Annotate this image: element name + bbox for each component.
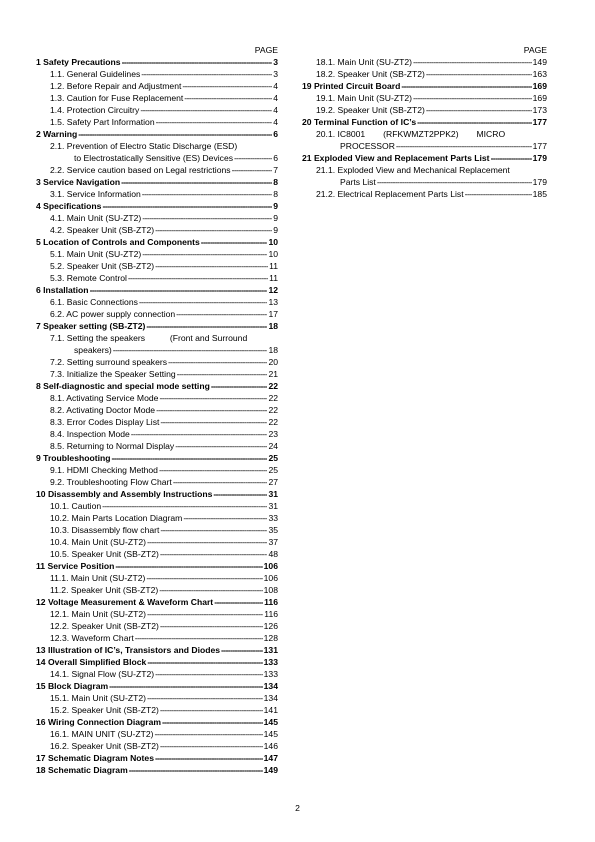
toc-entry-title: 16.1. MAIN UNIT (SU-ZT2) (50, 729, 154, 739)
toc-entry-page: 33 (268, 513, 278, 523)
toc-entry[interactable] (302, 152, 547, 164)
toc-entry[interactable] (36, 272, 278, 284)
toc-entry[interactable] (302, 128, 547, 140)
page-column-header: PAGE (254, 45, 278, 55)
toc-entry-page: 3 (273, 69, 278, 79)
toc-list (36, 56, 278, 776)
toc-entry-page: 177 (532, 141, 547, 151)
toc-leader-dots (417, 116, 532, 128)
toc-leader-dots (140, 104, 272, 116)
toc-entry-page: 106 (263, 573, 278, 583)
toc-entry[interactable] (36, 344, 278, 356)
toc-entry-title: 4.2. Speaker Unit (SB-ZT2) (50, 225, 155, 235)
toc-leader-dots (175, 440, 267, 452)
toc-leader-dots (182, 80, 272, 92)
toc-entry[interactable] (36, 596, 278, 608)
toc-leader-dots (146, 572, 262, 584)
toc-entry[interactable] (36, 464, 278, 476)
toc-leader-dots (160, 704, 263, 716)
page-number: 2 (295, 803, 300, 813)
toc-entry[interactable] (36, 476, 278, 488)
toc-entry-page: 185 (532, 189, 547, 199)
toc-entry-title: 7 Speaker setting (SB-ZT2) (36, 321, 146, 331)
toc-entry-title: Parts List (340, 177, 376, 187)
toc-entry[interactable] (36, 764, 278, 776)
toc-entry-title: 14.1. Signal Flow (SU-ZT2) (50, 669, 155, 679)
toc-leader-dots (184, 92, 272, 104)
toc-entry-page: 8 (273, 189, 278, 199)
toc-entry-page: 31 (268, 501, 278, 511)
toc-leader-dots (156, 404, 267, 416)
toc-leader-dots (102, 200, 272, 212)
toc-leader-dots (426, 104, 532, 116)
toc-entry[interactable] (36, 560, 278, 572)
toc-entry-title: 12.3. Waveform Chart (50, 633, 134, 643)
toc-entry-page: 27 (268, 477, 278, 487)
toc-entry[interactable] (36, 56, 278, 68)
toc-entry[interactable] (36, 164, 278, 176)
toc-leader-dots (156, 116, 273, 128)
toc-entry-title: 10.4. Main Unit (SU-ZT2) (50, 537, 146, 547)
toc-leader-dots (128, 272, 268, 284)
toc-entry-title: 10 Disassembly and Assembly Instructions (36, 489, 213, 499)
toc-column-right (302, 44, 547, 200)
toc-entry-title: 8.5. Returning to Normal Display (50, 441, 175, 451)
toc-entry-title: 10.2. Main Parts Location Diagram (50, 513, 183, 523)
toc-entry-title: 20 Terminal Function of IC’s (302, 117, 417, 127)
toc-leader-dots (377, 176, 532, 188)
toc-leader-dots (147, 536, 267, 548)
toc-entry[interactable] (36, 656, 278, 668)
toc-entry-page: 133 (263, 657, 278, 667)
toc-entry[interactable] (36, 224, 278, 236)
toc-entry-title: 1.3. Caution for Fuse Replacement (50, 93, 184, 103)
toc-entry-title: 5 Location of Controls and Components (36, 237, 200, 247)
toc-entry-page: 9 (273, 225, 278, 235)
toc-leader-dots (214, 596, 263, 608)
toc-entry[interactable] (36, 104, 278, 116)
toc-entry-title: 6.1. Basic Connections (50, 297, 138, 307)
toc-entry[interactable] (36, 692, 278, 704)
toc-entry[interactable] (36, 392, 278, 404)
toc-entry-title: 9 Troubleshooting (36, 453, 111, 463)
toc-leader-dots (155, 260, 268, 272)
toc-leader-dots (129, 764, 263, 776)
toc-entry-page: 9 (273, 201, 278, 211)
toc-entry-title: 7.3. Initialize the Speaker Setting (50, 369, 176, 379)
toc-entry-title: 13 Illustration of IC’s, Transistors and Diodes (36, 645, 221, 655)
toc-entry[interactable] (36, 740, 278, 752)
toc-entry-title: 15 Block Diagram (36, 681, 109, 691)
toc-entry-title: 7.1. Setting the speakers (Front and Surround (50, 333, 248, 343)
toc-entry-page: 9 (273, 213, 278, 223)
toc-leader-dots (183, 512, 267, 524)
toc-entry-title: 12.1. Main Unit (SU-ZT2) (50, 609, 146, 619)
toc-entry[interactable] (36, 728, 278, 740)
toc-entry-title: 8 Self-diagnostic and special mode setting (36, 381, 210, 391)
toc-leader-dots (213, 488, 267, 500)
toc-leader-dots (121, 176, 272, 188)
toc-entry[interactable] (36, 440, 278, 452)
toc-leader-dots (155, 752, 263, 764)
toc-leader-dots (155, 224, 272, 236)
toc-entry-page: 4 (273, 93, 278, 103)
toc-leader-dots (113, 344, 268, 356)
toc-entry-page: 23 (268, 429, 278, 439)
toc-entry-page: 179 (532, 153, 547, 163)
toc-leader-dots (176, 308, 267, 320)
toc-leader-dots (159, 392, 267, 404)
toc-entry[interactable] (36, 188, 278, 200)
toc-entry-title: 12.2. Speaker Unit (SB-ZT2) (50, 621, 159, 631)
toc-leader-dots (78, 128, 272, 140)
toc-entry[interactable] (36, 92, 278, 104)
toc-entry[interactable] (302, 164, 547, 176)
toc-leader-dots (211, 380, 268, 392)
toc-entry-title: 19 Printed Circuit Board (302, 81, 401, 91)
toc-entry[interactable] (36, 452, 278, 464)
toc-entry-page: 4 (273, 117, 278, 127)
toc-entry-page: 134 (263, 693, 278, 703)
toc-entry[interactable] (36, 584, 278, 596)
toc-entry-title: 4 Specifications (36, 201, 102, 211)
toc-column-left (36, 44, 278, 776)
toc-entry-page: 31 (268, 489, 278, 499)
toc-leader-dots (131, 428, 268, 440)
toc-entry-title: 9.2. Troubleshooting Flow Chart (50, 477, 172, 487)
toc-entry[interactable] (36, 200, 278, 212)
toc-entry-title: 3.1. Service Information (50, 189, 141, 199)
toc-entry-title: 21.1. Exploded View and Mechanical Replacement (316, 165, 510, 175)
toc-leader-dots (413, 92, 532, 104)
toc-entry-title: 1.5. Safety Part Information (50, 117, 155, 127)
toc-leader-dots (102, 500, 267, 512)
toc-entry[interactable] (36, 320, 278, 332)
toc-entry-page: 22 (268, 381, 278, 391)
toc-leader-dots (146, 320, 267, 332)
toc-entry-page: 6 (273, 129, 278, 139)
toc-entry-title: 11 Service Position (36, 561, 115, 571)
toc-entry[interactable] (36, 140, 278, 152)
toc-entry-title: 16 Wiring Connection Diagram (36, 717, 162, 727)
toc-entry-page: 12 (268, 285, 278, 295)
toc-entry-page: 116 (264, 609, 278, 619)
toc-entry[interactable] (36, 572, 278, 584)
toc-leader-dots (234, 152, 272, 164)
toc-entry-title: 14 Overall Simplified Block (36, 657, 147, 667)
toc-entry-title: 8.3. Error Codes Display List (50, 417, 160, 427)
toc-entry-page: 13 (268, 297, 278, 307)
toc-entry-page: 173 (532, 105, 547, 115)
toc-entry[interactable] (302, 188, 547, 200)
toc-entry-title: 5.2. Speaker Unit (SB-ZT2) (50, 261, 155, 271)
toc-entry-title: 12 Voltage Measurement & Waveform Chart (36, 597, 214, 607)
toc-entry-page: 6 (273, 153, 278, 163)
toc-leader-dots (232, 164, 273, 176)
toc-leader-dots (413, 56, 532, 68)
toc-leader-dots (142, 248, 267, 260)
toc-entry-title: 10.3. Disassembly flow chart (50, 525, 160, 535)
toc-leader-dots (109, 680, 263, 692)
toc-entry-title: 3 Service Navigation (36, 177, 121, 187)
toc-entry-title: 18.1. Main Unit (SU-ZT2) (316, 57, 412, 67)
toc-entry-page: 24 (268, 441, 278, 451)
toc-entry-title: 18.2. Speaker Unit (SB-ZT2) (316, 69, 425, 79)
toc-entry-page: 48 (268, 549, 278, 559)
toc-leader-dots (426, 68, 532, 80)
toc-entry[interactable] (36, 212, 278, 224)
toc-entry-title: 8.4. Inspection Mode (50, 429, 130, 439)
toc-entry-title: 7.2. Setting surround speakers (50, 357, 168, 367)
toc-entry[interactable] (36, 524, 278, 536)
toc-entry-page: 108 (263, 585, 278, 595)
toc-entry-title: 15.1. Main Unit (SU-ZT2) (50, 693, 146, 703)
toc-entry[interactable] (36, 80, 278, 92)
toc-entry[interactable] (302, 104, 547, 116)
toc-entry-title: 20.1. IC8001 (RFKWMZT2PPK2) MICRO (316, 129, 506, 139)
toc-entry-page: 134 (263, 681, 278, 691)
toc-entry-title: 8.1. Activating Service Mode (50, 393, 159, 403)
toc-entry[interactable] (36, 68, 278, 80)
toc-entry-page: 7 (273, 165, 278, 175)
toc-entry[interactable] (302, 56, 547, 68)
toc-entry-page: 22 (268, 405, 278, 415)
toc-leader-dots (160, 524, 267, 536)
toc-leader-dots (90, 284, 268, 296)
toc-entry[interactable] (36, 548, 278, 560)
toc-entry-title: 11.2. Speaker Unit (SB-ZT2) (50, 585, 159, 595)
toc-entry-title: 5.1. Main Unit (SU-ZT2) (50, 249, 142, 259)
toc-entry-page: 22 (268, 417, 278, 427)
toc-entry-page: 126 (263, 621, 278, 631)
toc-entry-page: 147 (263, 753, 278, 763)
toc-entry-page: 116 (264, 597, 278, 607)
toc-entry[interactable] (36, 356, 278, 368)
toc-entry-title: 16.2. Speaker Unit (SB-ZT2) (50, 741, 159, 751)
toc-leader-dots (168, 356, 267, 368)
toc-entry[interactable] (36, 428, 278, 440)
toc-entry-title: 2.2. Service caution based on Legal restrictions (50, 165, 231, 175)
toc-entry-title: 2 Warning (36, 129, 78, 139)
toc-leader-dots (142, 212, 272, 224)
toc-leader-dots (141, 68, 272, 80)
toc-entry[interactable] (36, 116, 278, 128)
toc-entry[interactable] (36, 308, 278, 320)
toc-entry-title: to Electrostatically Sensitive (ES) Devices (74, 153, 234, 163)
toc-entry-page: 4 (273, 105, 278, 115)
toc-leader-dots (160, 548, 268, 560)
toc-entry-page: 145 (263, 717, 278, 727)
toc-leader-dots (122, 56, 273, 68)
toc-leader-dots (142, 188, 272, 200)
toc-entry-page: 149 (263, 765, 278, 775)
toc-leader-dots (465, 188, 532, 200)
toc-leader-dots (201, 236, 268, 248)
toc-entry[interactable] (36, 680, 278, 692)
toc-entry-page: 146 (263, 741, 278, 751)
toc-entry-title: 19.1. Main Unit (SU-ZT2) (316, 93, 412, 103)
toc-entry-title: 1 Safety Precautions (36, 57, 121, 67)
toc-entry-page: 4 (273, 81, 278, 91)
toc-leader-dots (147, 656, 262, 668)
toc-entry-page: 10 (268, 249, 278, 259)
toc-entry[interactable] (302, 140, 547, 152)
toc-leader-dots (160, 620, 263, 632)
toc-leader-dots (159, 464, 267, 476)
toc-entry[interactable] (36, 644, 278, 656)
toc-entry[interactable] (302, 176, 547, 188)
toc-entry-title: 10.1. Caution (50, 501, 102, 511)
toc-entry-title: 21 Exploded View and Replacement Parts List (302, 153, 490, 163)
toc-entry-page: 169 (532, 93, 547, 103)
toc-entry-title: 1.4. Protection Circuitry (50, 105, 140, 115)
toc-leader-dots (401, 80, 531, 92)
toc-entry[interactable] (36, 404, 278, 416)
toc-entry[interactable] (36, 704, 278, 716)
toc-entry[interactable] (36, 236, 278, 248)
toc-entry[interactable] (36, 128, 278, 140)
toc-entry[interactable] (36, 620, 278, 632)
toc-leader-dots (160, 416, 267, 428)
toc-leader-dots (115, 560, 262, 572)
toc-entry-page: 25 (268, 453, 278, 463)
toc-entry[interactable] (36, 284, 278, 296)
toc-entry[interactable] (36, 668, 278, 680)
toc-entry[interactable] (302, 116, 547, 128)
toc-entry[interactable] (36, 176, 278, 188)
toc-entry-title: 6 Installation (36, 285, 89, 295)
toc-entry-title: 8.2. Activating Doctor Mode (50, 405, 156, 415)
toc-entry-page: 18 (268, 321, 278, 331)
toc-entry-page: 163 (532, 69, 547, 79)
toc-entry-page: 145 (263, 729, 278, 739)
toc-entry-page: 131 (263, 645, 278, 655)
toc-entry-title: 18 Schematic Diagram (36, 765, 128, 775)
toc-leader-dots (159, 584, 262, 596)
toc-entry-title: 19.2. Speaker Unit (SB-ZT2) (316, 105, 425, 115)
toc-entry-page: 149 (532, 57, 547, 67)
toc-entry[interactable] (302, 92, 547, 104)
toc-entry-title: 15.2. Speaker Unit (SB-ZT2) (50, 705, 159, 715)
toc-entry-page: 17 (268, 309, 278, 319)
toc-entry[interactable] (36, 260, 278, 272)
toc-entry[interactable] (36, 368, 278, 380)
toc-entry[interactable] (36, 716, 278, 728)
toc-entry-page: 35 (268, 525, 278, 535)
toc-leader-dots (147, 692, 263, 704)
toc-entry-page: 21 (268, 369, 278, 379)
toc-entry-title: 21.2. Electrical Replacement Parts List (316, 189, 464, 199)
toc-entry[interactable] (36, 416, 278, 428)
toc-entry-title: 17 Schematic Diagram Notes (36, 753, 154, 763)
toc-entry-title: 11.1. Main Unit (SU-ZT2) (50, 573, 146, 583)
toc-entry[interactable] (302, 80, 547, 92)
toc-leader-dots (147, 608, 263, 620)
toc-entry-title: 9.1. HDMI Checking Method (50, 465, 158, 475)
toc-leader-dots (139, 296, 268, 308)
toc-entry-page: 3 (273, 57, 278, 67)
toc-entry-page: 10 (268, 237, 278, 247)
toc-leader-dots (491, 152, 532, 164)
toc-entry[interactable] (36, 380, 278, 392)
toc-entry-page: 20 (268, 357, 278, 367)
toc-entry[interactable] (36, 488, 278, 500)
page-column-header: PAGE (523, 45, 547, 55)
toc-entry-page: 11 (269, 273, 278, 283)
toc-entry-page: 133 (263, 669, 278, 679)
toc-entry-title: 6.2. AC power supply connection (50, 309, 176, 319)
toc-entry-page: 8 (273, 177, 278, 187)
toc-entry-page: 128 (263, 633, 278, 643)
toc-entry-title: PROCESSOR (340, 141, 395, 151)
toc-entry-title: 4.1. Main Unit (SU-ZT2) (50, 213, 142, 223)
toc-entry-page: 25 (268, 465, 278, 475)
toc-entry[interactable] (36, 512, 278, 524)
toc-entry-page: 18 (268, 345, 278, 355)
toc-leader-dots (154, 728, 262, 740)
toc-entry[interactable] (36, 296, 278, 308)
toc-leader-dots (173, 476, 268, 488)
toc-list (302, 56, 547, 200)
toc-entry[interactable] (36, 608, 278, 620)
toc-entry-title: 1.1. General Guidelines (50, 69, 141, 79)
toc-entry[interactable] (36, 248, 278, 260)
toc-entry-title: 1.2. Before Repair and Adjustment (50, 81, 182, 91)
toc-leader-dots (135, 632, 263, 644)
toc-leader-dots (221, 644, 263, 656)
toc-entry[interactable] (36, 500, 278, 512)
toc-entry-page: 179 (532, 177, 547, 187)
toc-entry-page: 22 (268, 393, 278, 403)
toc-entry-page: 177 (532, 117, 547, 127)
toc-entry-title: 5.3. Remote Control (50, 273, 127, 283)
toc-entry[interactable] (36, 332, 278, 344)
toc-entry[interactable] (36, 152, 278, 164)
toc-entry-page: 169 (532, 81, 547, 91)
toc-entry-title: speakers) (74, 345, 112, 355)
toc-entry[interactable] (36, 752, 278, 764)
toc-leader-dots (155, 668, 263, 680)
toc-entry-page: 141 (263, 705, 278, 715)
toc-entry[interactable] (302, 68, 547, 80)
toc-entry-title: 2.1. Prevention of Electro Static Discharge (ESD) (50, 141, 238, 151)
toc-entry-page: 37 (268, 537, 278, 547)
toc-entry-page: 106 (263, 561, 278, 571)
toc-leader-dots (111, 452, 267, 464)
toc-entry-page: 11 (269, 261, 278, 271)
toc-leader-dots (160, 740, 263, 752)
toc-entry-title: 10.5. Speaker Unit (SB-ZT2) (50, 549, 159, 559)
toc-leader-dots (177, 368, 268, 380)
toc-leader-dots (396, 140, 532, 152)
toc-leader-dots (162, 716, 263, 728)
toc-entry[interactable] (36, 632, 278, 644)
toc-entry[interactable] (36, 536, 278, 548)
